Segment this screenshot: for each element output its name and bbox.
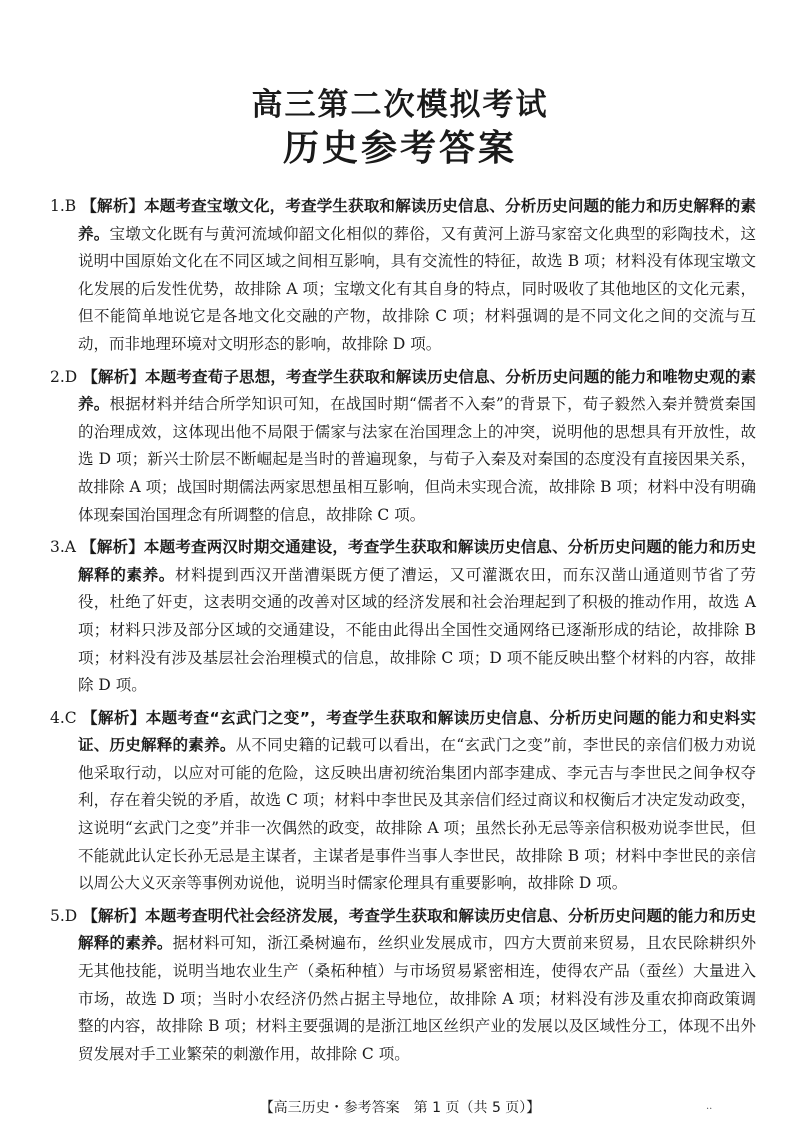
- analysis-text: 据材料可知，浙江桑树遍布，丝织业发展成市，四方大贾前来贸易，且农民除耕织外无其他技能，说明当地农业生产（桑柘种植）与市场贸易紧密相连，使得农产品（蚕丝）大量进入市场，故选 D 项；当时小农经济仍然占据主导地位，故排除 A 项；材料没有涉及重农抑商政策调整的内容，故排除 B 项；材料主要强调的是浙江地区丝织产业的发展以及区域性分工，体现不出外贸发展对手工业繁荣的刺激作用，故排除 C 项。: [78, 934, 756, 1063]
- answer-choice: C: [64, 708, 77, 727]
- analysis-text: 根据材料并结合所学知识可知，在战国时期“儒者不入秦”的背景下，荀子毅然入秦并赞赏秦国的治理成效，这体现出他不局限于儒家与法家在治国理念上的冲突，说明他的思想具有开放性，故选 D 项；新兴士阶层不断崛起是当时的普遍现象，与荀子入秦及对秦国的态度没有直接因果关系，故排除 A 项；战国时期儒法两家思想虽相互影响，但尚未实现合流，故排除 B 项；材料中没有明确体现秦国治国理念有所调整的信息，故排除 C 项。: [78, 395, 756, 524]
- analysis-heading: 【解析】本题考查“玄武门之变”，考查学生获取和解读历史信息、分析历史问题的能力和史料实证、历史解释的素养。: [78, 708, 756, 755]
- analysis-text: 从不同史籍的记载可以看出，在“玄武门之变”前，李世民的亲信们极力劝说他采取行动，以应对可能的危险，这反映出唐初统治集团内部李建成、李元吉与李世民之间争权夺利，存在着尖锐的矛盾，故选 C 项；材料中李世民及其亲信们经过商议和权衡后才决定发动政变，这说明“玄武门之变”并非一次偶然的政变，故排除 A 项；虽然长孙无忌等亲信积极劝说李世民，但不能就此认定长孙无忌是主谋者，主谋者是事件当事人李世民，故排除 B 项；材料中李世民的亲信以周公大义灭亲等事例劝说他，说明当时儒家伦理具有重要影响，故排除 D 项。: [78, 736, 756, 893]
- answer-number: 1.: [50, 197, 65, 215]
- answer-item-2: [50, 364, 756, 530]
- answer-choice: A: [64, 538, 76, 557]
- analysis-text: 材料提到西汉开凿漕渠既方便了漕运，又可灌溉农田，而东汉凿山通道则节省了劳役，杜绝了奸吏，这表明交通的改善对区域的经济发展和社会治理起到了积极的推动作用，故选 A 项；材料只涉及部分区域的交通建设，不能由此得出全国性交通网络已逐渐形成的结论，故排除 B 项；材料没有涉及基层社会治理模式的信息，故排除 C 项；D 项不能反映出整个材料的内容，故排除 D 项。: [78, 565, 756, 695]
- answer-number: 5.: [50, 906, 65, 925]
- analysis-text: 宝墩文化既有与黄河流域仰韶文化相似的葬俗，又有黄河上游马家窑文化典型的彩陶技术，这说明中国原始文化在不同区域之间相互影响，具有交流性的特征，故选 B 项；材料没有体现宝墩文化发展的后发性优势，故排除 A 项；宝墩文化有其自身的特点，同时吸收了其他地区的文化元素，但不能简单地说它是各地文化交融的产物，故排除 C 项；材料强调的是不同文化之间的交流与互动，而非地理环境对文明形态的影响，故排除 D 项。: [78, 224, 756, 353]
- analysis-heading: 【解析】本题考查宝墩文化，考查学生获取和解读历史信息、分析历史问题的能力和历史解释的素养。: [78, 197, 756, 243]
- answer-item-5: [50, 903, 756, 1069]
- analysis-heading: 【解析】本题考查荀子思想，考查学生获取和解读历史信息、分析历史问题的能力和唯物史观的素养。: [78, 367, 756, 414]
- title-block: [0, 84, 800, 172]
- answer-choice: D: [64, 906, 78, 925]
- answer-number: 3.: [50, 538, 65, 557]
- answer-item-4: [50, 705, 756, 898]
- answer-key-title: 历史参考答案: [282, 128, 517, 169]
- analysis-heading: 【解析】本题考查明代社会经济发展，考查学生获取和解读历史信息、分析历史问题的能力和历史解释的素养。: [78, 906, 756, 953]
- answer-item-3: [50, 534, 756, 700]
- corner-mark: ..: [706, 1101, 713, 1112]
- answer-item-1: [50, 193, 756, 359]
- answer-choice: D: [64, 367, 78, 386]
- answer-number: 4.: [50, 708, 65, 727]
- exam-title: 高三第二次模拟考试: [251, 87, 549, 123]
- answer-number: 2.: [50, 367, 65, 386]
- analysis-heading: 【解析】本题考查两汉时期交通建设，考查学生获取和解读历史信息、分析历史问题的能力和历史解释的素养。: [78, 538, 756, 584]
- answer-choice: B: [64, 197, 77, 215]
- answer-list: [50, 193, 756, 1073]
- page-footer: 【高三历史・参考答案 第 1 页（共 5 页）】: [259, 1100, 541, 1116]
